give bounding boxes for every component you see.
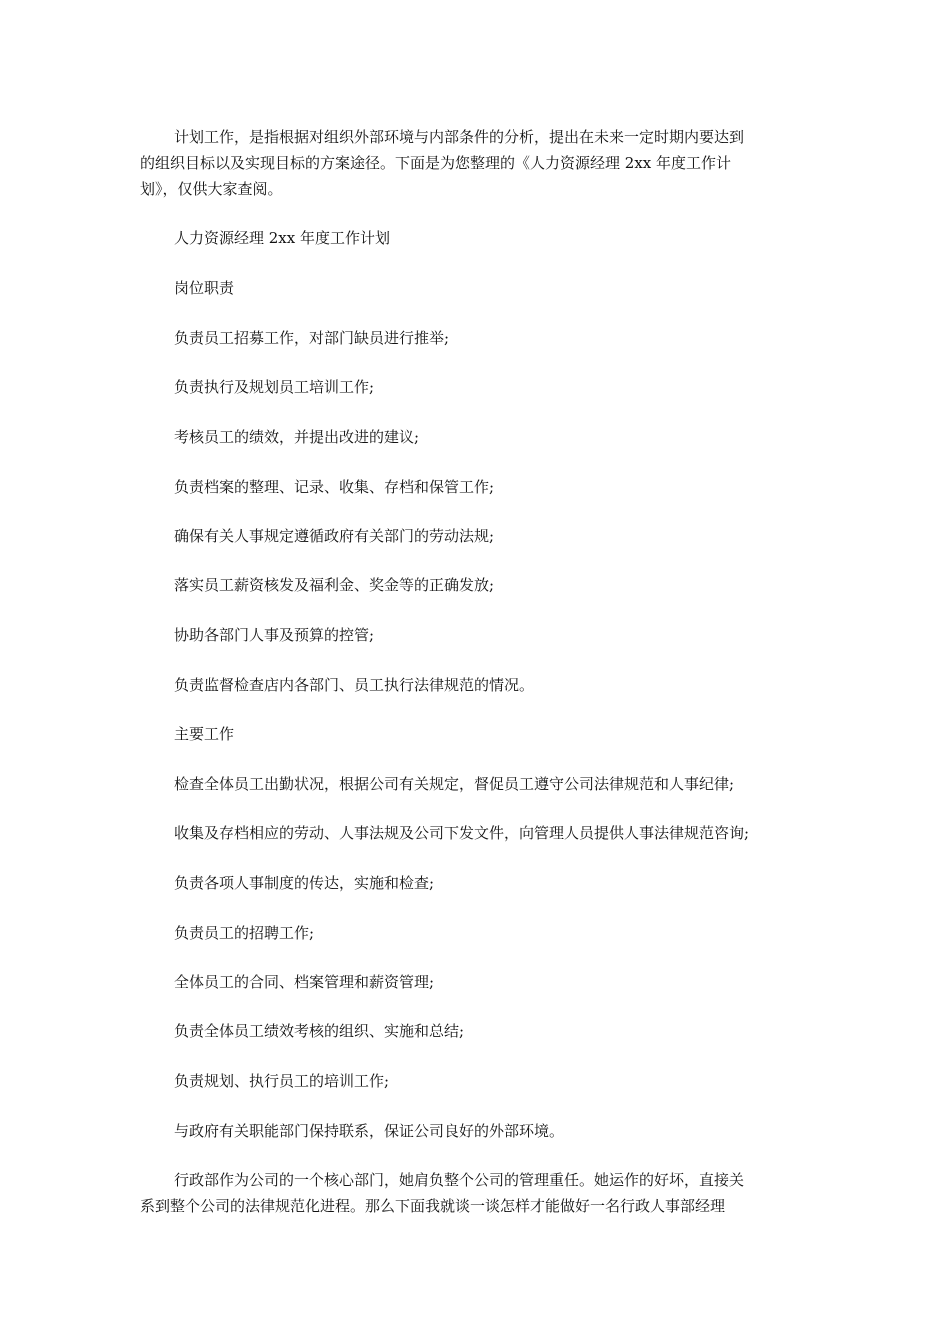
duty-item: 落实员工薪资核发及福利金、奖金等的正确发放; — [174, 576, 495, 594]
main-work-item: 检查全体员工出勤状况，根据公司有关规定，督促员工遵守公司法律规范和人事纪律; — [174, 775, 735, 793]
closing-line: 行政部作为公司的一个核心部门，她肩负整个公司的管理重任。她运作的好坏，直接关 — [174, 1171, 745, 1189]
main-work-item: 全体员工的合同、档案管理和薪资管理; — [174, 973, 435, 991]
closing-line: 系到整个公司的法律规范化进程。那么下面我就谈一谈怎样才能做好一名行政人事部经理 — [140, 1197, 726, 1215]
main-work-item: 负责各项人事制度的传达，实施和检查; — [174, 874, 435, 892]
intro-paragraph — [140, 124, 810, 202]
section-heading-main-work: 主要工作 — [174, 725, 235, 743]
duty-item: 协助各部门人事及预算的控管; — [174, 626, 375, 644]
intro-line: 划》，仅供大家查阅。 — [140, 180, 283, 198]
duty-item: 负责员工招募工作，对部门缺员进行推举; — [174, 329, 450, 347]
document-title: 人力资源经理 2xx 年度工作计划 — [174, 229, 390, 247]
closing-paragraph — [140, 1167, 810, 1219]
duty-item: 负责执行及规划员工培训工作; — [174, 378, 375, 396]
duty-item: 负责档案的整理、记录、收集、存档和保管工作; — [174, 478, 495, 496]
main-work-item: 负责规划、执行员工的培训工作; — [174, 1072, 390, 1090]
intro-line: 的组织目标以及实现目标的方案途径。下面是为您整理的《人力资源经理 2xx 年度工作计 — [140, 154, 732, 172]
section-heading-duties: 岗位职责 — [174, 279, 235, 297]
duty-item: 负责监督检查店内各部门、员工执行法律规范的情况。 — [174, 676, 535, 694]
duty-item: 确保有关人事规定遵循政府有关部门的劳动法规; — [174, 527, 495, 545]
main-work-item: 负责员工的招聘工作; — [174, 924, 315, 942]
duty-item: 考核员工的绩效，并提出改进的建议; — [174, 428, 420, 446]
main-work-item: 负责全体员工绩效考核的组织、实施和总结; — [174, 1022, 465, 1040]
main-work-item: 收集及存档相应的劳动、人事法规及公司下发文件，向管理人员提供人事法律规范咨询; — [174, 824, 750, 842]
main-work-item: 与政府有关职能部门保持联系，保证公司良好的外部环境。 — [174, 1122, 565, 1140]
intro-line: 计划工作，是指根据对组织外部环境与内部条件的分析，提出在未来一定时期内要达到 — [174, 128, 745, 146]
